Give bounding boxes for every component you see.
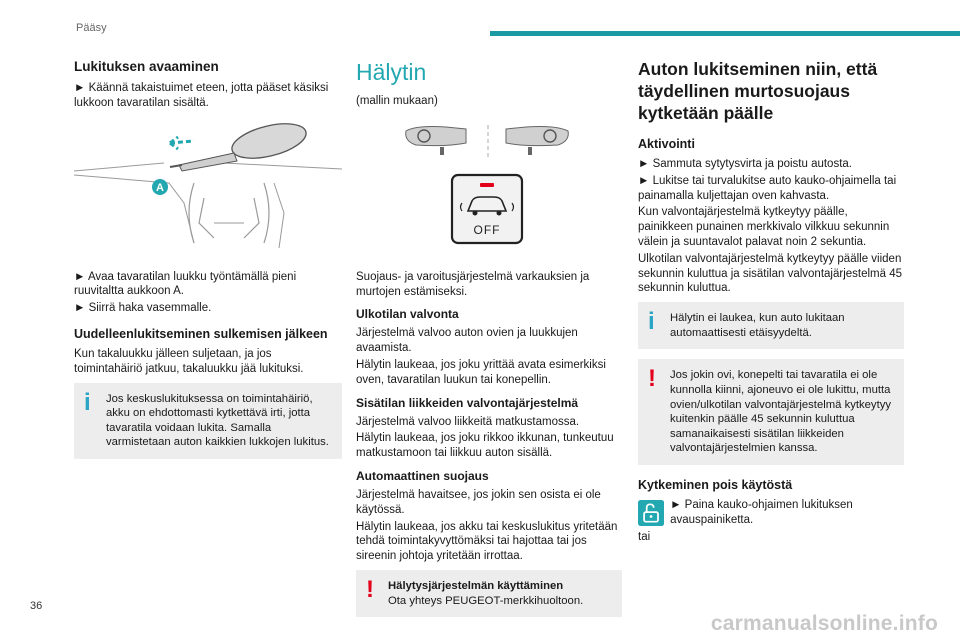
alarm-button-illustration [356, 117, 622, 257]
heading-automatic-protection: Automaattinen suojaus [356, 468, 489, 483]
step-open-screwdriver: ► Avaa tavaratilan luukku työntämällä pieni ruuvitaltta aukkoon A. [74, 270, 297, 298]
section-label: Pääsy [76, 22, 107, 34]
alarm-intro: Suojaus- ja varoitusjärjestelmä varkauksien ja murtojen estämiseksi. [356, 270, 590, 298]
locking-title: Auton lukitseminen niin, että täydellinen murtosuojaus kytketään päälle [638, 59, 878, 123]
heading-relocking: Uudelleenlukitseminen sulkemisen jälkeen [74, 326, 328, 341]
info-note-text: Jos keskuslukituksessa on toimintahäiriö, akku on ehdottomasti kytkettävä irti, jotta tavaratila voidaan lukita. Samalla varmistetaan auton kaikkien lukkojen lukitus. [106, 392, 329, 449]
warning-note-text: Jos jokin ovi, konepelti tai tavaratila ei ole kunnolla kiinni, ajoneuvo ei ole lukittu, mutta ovien/ulkotilan valvontajärjestelmä kytkeytyy kuitenkin päälle 45 sekunnin kuluttua samanaikaisesti sisätilan liikkeiden valvontajärjestelmien kanssa. [670, 369, 892, 455]
column-middle [356, 58, 622, 627]
figure-label-a: A [156, 181, 164, 194]
activation-text-3: Kun valvontajärjestelmä kytkeytyy päälle, painikkeen punainen merkkivalo vilkkuu sekunnin välein ja suuntavalot palavat noin 2 sekuntia. [638, 206, 890, 248]
warning-text: Ota yhteys PEUGEOT-merkkihuoltoon. [388, 594, 584, 607]
heading-interior-monitoring: Sisätilan liikkeiden valvontajärjestelmä [356, 395, 579, 410]
column-right [638, 58, 904, 546]
auto-text-1: Järjestelmä havaitsee, jos jokin sen osista ei ole käytössä. [356, 488, 601, 516]
heading-deactivation: Kytkeminen pois käytöstä [638, 477, 793, 492]
heading-activation: Aktivointi [638, 137, 695, 151]
outside-text-1: Järjestelmä valvoo auton ovien ja luukkujen avaamista. [356, 327, 578, 355]
relock-text: Kun takaluukku jälleen suljetaan, ja jos toimintahäiriö jatkuu, takaluukku jää lukituksi. [74, 347, 304, 375]
watermark: carmanualsonline.info [710, 612, 938, 635]
inside-text-2: Hälytin laukeaa, jos joku rikkoo ikkunan, tunkeutuu matkustamoon tai liikkuu auton sisällä. [356, 432, 614, 460]
activation-text-4: Ulkotilan valvontajärjestelmä kytkeytyy päälle viiden sekunnin kuluttua ja sisätilan valvontajärjestelmä 45 sekunnin kuluttua. [638, 252, 903, 295]
trunk-lock-illustration [74, 123, 342, 253]
warning-icon: ! [366, 575, 374, 603]
warning-note-alarm-use [356, 570, 622, 617]
info-icon: i [648, 308, 655, 336]
info-icon: i [84, 388, 91, 416]
info-note-auto-lock [638, 302, 904, 349]
deactivation-row [638, 498, 904, 530]
deactivation-or: tai [638, 530, 651, 543]
alarm-title: Hälytin [356, 59, 427, 85]
page-number: 36 [30, 600, 43, 612]
unlock-key-icon [638, 498, 664, 528]
info-note-central-locking [74, 383, 342, 459]
auto-text-2: Hälytin laukeaa, jos akku tai keskuslukitus yritetään tehdä toimintakyvyttömäksi tai hajottaa tai jos sireenin johtoja yritetään irrottaa. [356, 520, 618, 563]
step-move-latch: ► Siirrä haka vasemmalle. [74, 302, 212, 315]
alarm-subtitle: (mallin mukaan) [356, 95, 438, 107]
outside-text-2: Hälytin laukeaa, jos joku yrittää avata esimerkiksi oven, tavaratilan luukun tai konepellin. [356, 358, 606, 386]
heading-unlocking: Lukituksen avaaminen [74, 59, 219, 74]
activation-step-1: ► Sammuta sytytysvirta ja poistu autosta. [638, 158, 852, 170]
warning-note-door-open [638, 359, 904, 465]
off-button-label: OFF [473, 222, 501, 237]
warning-icon: ! [648, 365, 656, 393]
column-left [74, 58, 342, 469]
step-fold-seats: ► Käännä takaistuimet eteen, jotta pääset käsiksi lukkoon tavaratilan sisältä. [74, 82, 329, 109]
header-accent-bar [490, 31, 960, 36]
warning-title: Hälytysjärjestelmän käyttäminen [388, 579, 564, 592]
info-note-text: Hälytin ei laukea, kun auto lukitaan automaattisesti etäisyydeltä. [670, 312, 845, 339]
activation-step-2: ► Lukitse tai turvalukitse auto kauko-ohjaimella tai painamalla kuljettajan oven kahvasta. [638, 174, 897, 202]
deactivation-step: ► Paina kauko-ohjaimen lukituksen avauspainiketta. [670, 498, 853, 526]
heading-outside-monitoring: Ulkotilan valvonta [356, 307, 459, 322]
inside-text-1: Järjestelmä valvoo liikkeitä matkustamossa. [356, 415, 580, 428]
